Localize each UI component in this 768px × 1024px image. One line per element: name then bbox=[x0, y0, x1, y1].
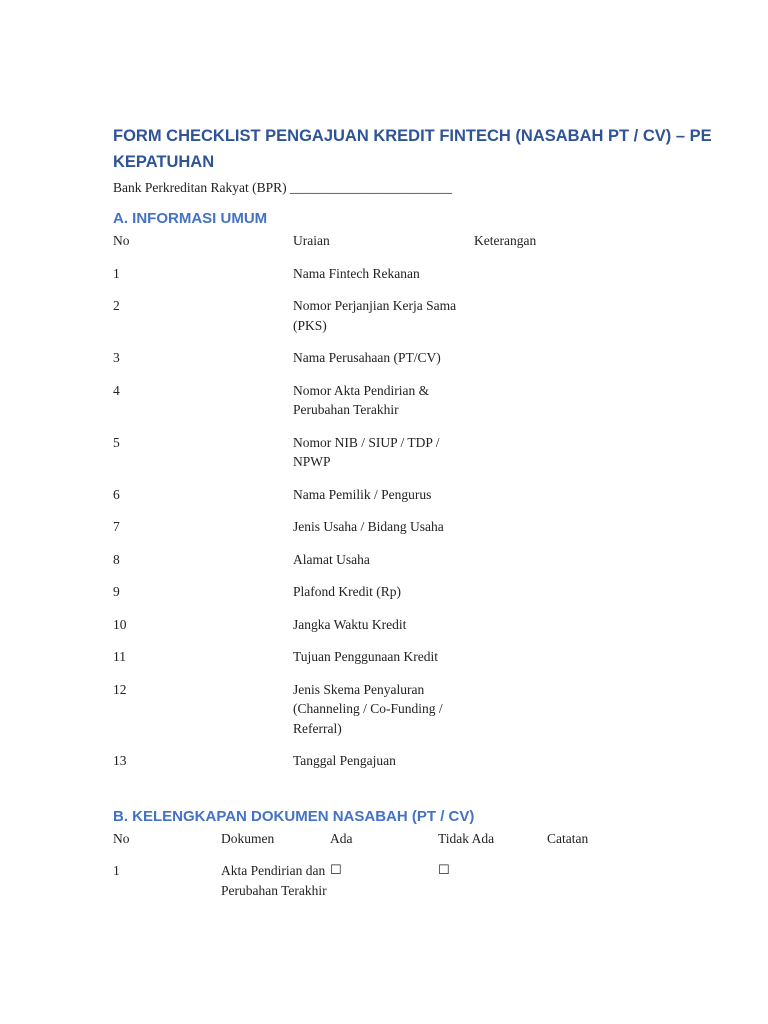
table-row bbox=[113, 680, 594, 752]
row-catatan bbox=[547, 861, 647, 900]
row-keterangan bbox=[474, 751, 594, 784]
row-uraian: Alamat Usaha bbox=[293, 551, 370, 567]
row-keterangan bbox=[474, 348, 594, 381]
row-number: 13 bbox=[113, 753, 127, 768]
informasi-umum-table bbox=[113, 231, 594, 784]
row-uraian: Jenis Skema Penyaluran (Channeling / Co-Funding / Referral) bbox=[293, 681, 443, 736]
tidak-ada-checkbox[interactable]: ☐ bbox=[438, 863, 450, 878]
column-header-catatan: Catatan bbox=[547, 830, 589, 846]
table-row bbox=[113, 517, 594, 550]
row-number: 3 bbox=[113, 350, 120, 365]
row-number: 8 bbox=[113, 551, 120, 567]
row-uraian: Nama Perusahaan (PT/CV) bbox=[293, 350, 441, 365]
row-uraian: Nama Pemilik / Pengurus bbox=[293, 486, 432, 502]
column-header-dokumen: Dokumen bbox=[221, 830, 275, 846]
row-number: 1 bbox=[113, 265, 120, 281]
section-b-heading: B. KELENGKAPAN DOKUMEN NASABAH (PT / CV) bbox=[113, 807, 475, 825]
row-uraian: Nama Fintech Rekanan bbox=[293, 265, 420, 281]
table-row bbox=[113, 550, 594, 583]
document-page bbox=[113, 123, 753, 900]
row-uraian: Nomor Akta Pendirian & Perubahan Terakhir bbox=[293, 382, 430, 417]
row-uraian: Jangka Waktu Kredit bbox=[293, 616, 407, 632]
table-row bbox=[113, 381, 594, 433]
table-row bbox=[113, 647, 594, 680]
row-dokumen: Akta Pendirian dan Perubahan Terakhir bbox=[221, 863, 327, 898]
row-number: 2 bbox=[113, 298, 120, 313]
table-row bbox=[113, 485, 594, 518]
row-number: 9 bbox=[113, 584, 120, 599]
row-keterangan bbox=[474, 550, 594, 583]
row-keterangan bbox=[474, 264, 594, 297]
column-header-tidak-ada: Tidak Ada bbox=[438, 830, 495, 846]
column-header-no: No bbox=[113, 233, 130, 248]
row-keterangan bbox=[474, 433, 594, 485]
row-keterangan bbox=[474, 647, 594, 680]
table-header-row bbox=[113, 231, 594, 264]
table-row bbox=[113, 264, 594, 297]
row-keterangan bbox=[474, 485, 594, 518]
table-row bbox=[113, 348, 594, 381]
table-row bbox=[113, 433, 594, 485]
table-header-row bbox=[113, 829, 647, 862]
row-uraian: Nomor Perjanjian Kerja Sama (PKS) bbox=[293, 298, 457, 333]
row-number: 11 bbox=[113, 649, 126, 664]
row-number: 10 bbox=[113, 616, 127, 632]
row-keterangan bbox=[474, 296, 594, 348]
row-number: 4 bbox=[113, 382, 120, 398]
document-title bbox=[113, 123, 753, 175]
row-uraian: Tujuan Penggunaan Kredit bbox=[293, 649, 438, 664]
row-number: 7 bbox=[113, 519, 120, 534]
row-keterangan bbox=[474, 517, 594, 550]
row-uraian: Jenis Usaha / Bidang Usaha bbox=[293, 519, 444, 534]
row-keterangan bbox=[474, 582, 594, 615]
row-number: 12 bbox=[113, 681, 127, 697]
row-uraian: Nomor NIB / SIUP / TDP / NPWP bbox=[293, 434, 440, 469]
table-row bbox=[113, 615, 594, 648]
row-keterangan bbox=[474, 615, 594, 648]
table-row bbox=[113, 751, 594, 784]
column-header-no: No bbox=[113, 830, 130, 846]
kelengkapan-dokumen-table bbox=[113, 829, 647, 901]
column-header-uraian: Uraian bbox=[293, 233, 330, 248]
bpr-name-line: Bank Perkreditan Rakyat (BPR) ________________________ bbox=[113, 180, 452, 195]
column-header-ada: Ada bbox=[330, 830, 353, 846]
row-number: 5 bbox=[113, 434, 120, 450]
row-number: 6 bbox=[113, 486, 120, 502]
column-header-keterangan: Keterangan bbox=[474, 233, 537, 248]
document-title-line-2: KEPATUHAN bbox=[113, 153, 215, 171]
table-row bbox=[113, 861, 647, 900]
table-row bbox=[113, 582, 594, 615]
row-number: 1 bbox=[113, 863, 120, 878]
row-uraian: Tanggal Pengajuan bbox=[293, 753, 396, 768]
row-uraian: Plafond Kredit (Rp) bbox=[293, 584, 401, 599]
row-keterangan bbox=[474, 680, 594, 752]
section-a-heading: A. INFORMASI UMUM bbox=[113, 210, 268, 227]
table-row bbox=[113, 296, 594, 348]
row-keterangan bbox=[474, 381, 594, 433]
document-title-line-1: FORM CHECKLIST PENGAJUAN KREDIT FINTECH (NASABAH PT / CV) – PE bbox=[113, 127, 712, 145]
ada-checkbox[interactable]: ☐ bbox=[330, 863, 342, 878]
